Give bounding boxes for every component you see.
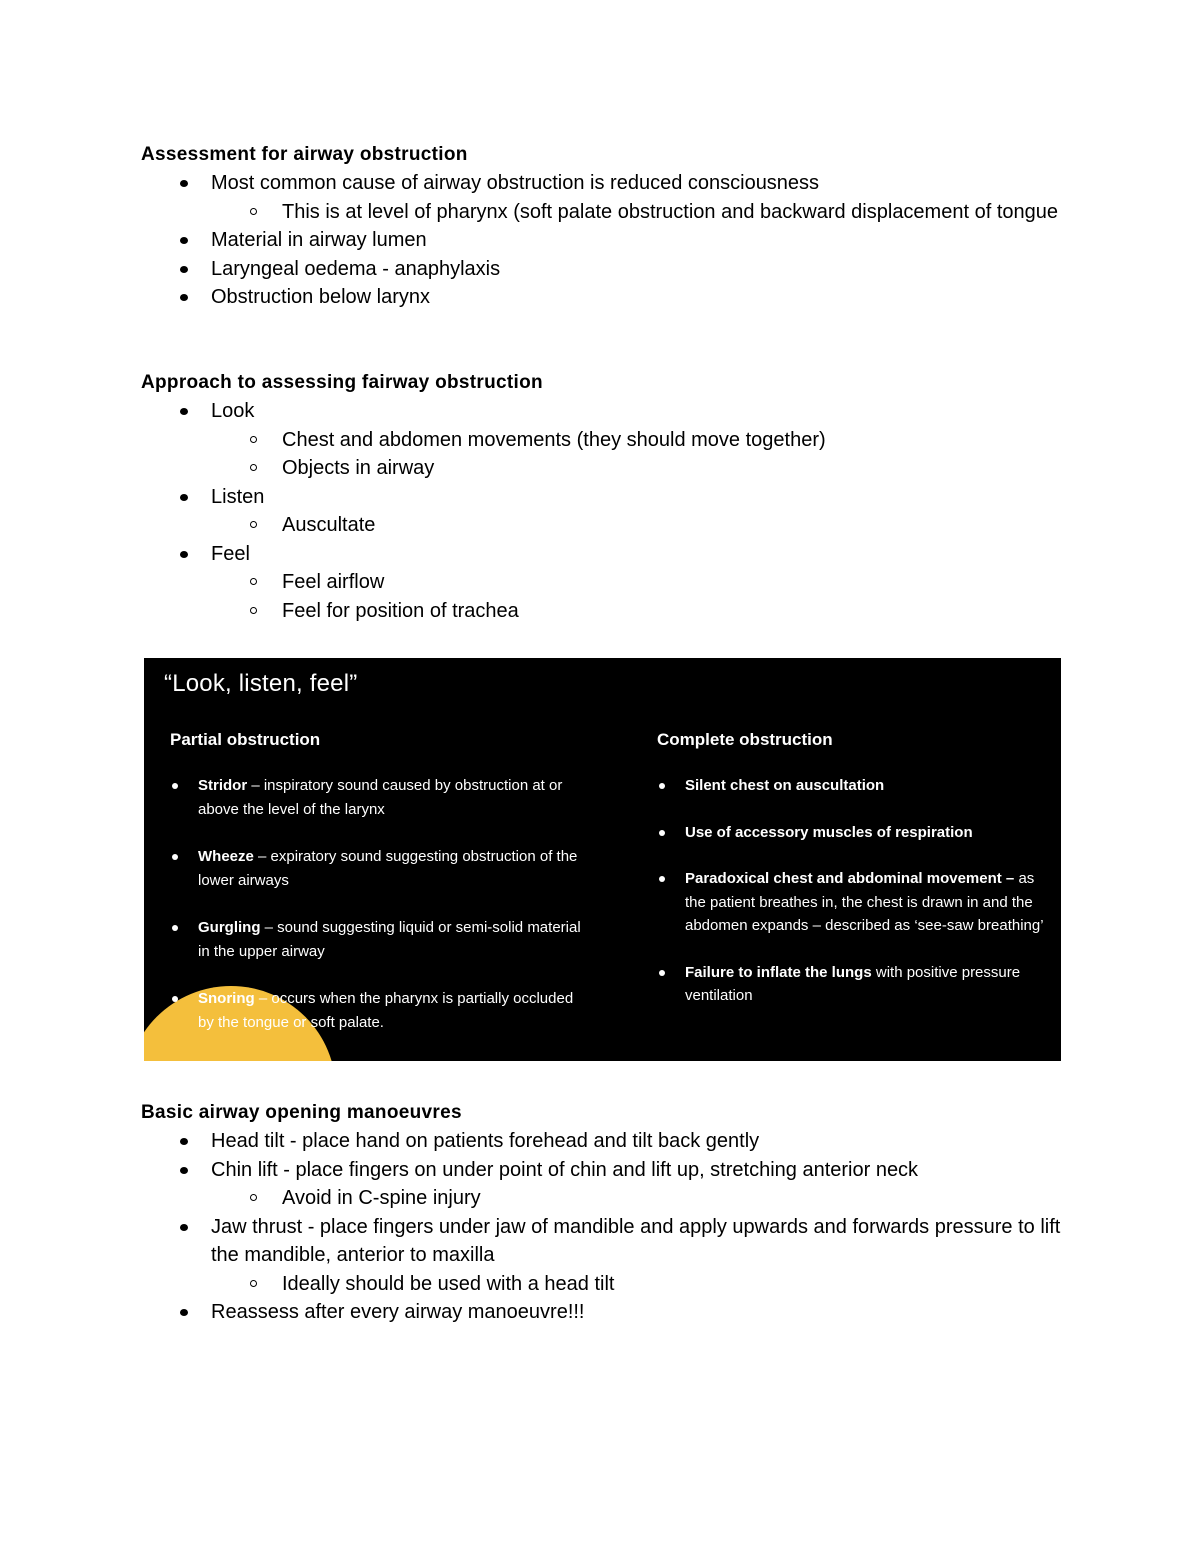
list-item [141,483,1071,512]
list-item-text: Chest and abdomen movements (they should move together) [282,428,826,451]
sub-list-item [141,454,1071,483]
bullet-icon [180,1309,188,1316]
slide-item-term: Stridor [198,777,248,794]
slide-item-term: Gurgling [198,919,261,936]
slide-item-description: – expiratory sound suggesting obstruction of the lower airways [198,848,578,889]
sub-list-item [141,511,1071,540]
bullet-icon [180,494,188,501]
section-heading: Approach to assessing fairway obstruction [141,372,543,393]
bullet-icon [172,996,178,1002]
bullet-icon [180,408,188,415]
hollow-bullet-icon [250,1194,257,1201]
list-item-text: Chin lift - place fingers on under point of chin and lift up, stretching anterior neck [211,1158,919,1181]
section-approach [141,368,1071,625]
slide-item-term: Paradoxical chest and abdominal movement – [685,870,1015,887]
slide-list-item [170,845,590,892]
list-item [141,1213,1071,1270]
sub-list-item [141,597,1071,626]
list-item-text: Feel [211,542,250,565]
slide-title: “Look, listen, feel” [164,670,358,697]
list-item-text: Look [211,400,255,422]
hollow-bullet-icon [250,464,257,471]
list-item [141,169,1071,198]
slide-list [657,774,1057,1008]
list-item [141,1298,1071,1327]
slide-item-term: Snoring [198,990,255,1007]
list-item [141,226,1071,255]
hollow-bullet-icon [250,607,257,614]
bullet-icon [659,876,665,882]
list-item [141,1156,1071,1185]
list-item-text: Avoid in C-spine injury [282,1187,481,1209]
slide-item-term: Use of accessory muscles of respiration [685,823,973,841]
bullet-list [141,397,1071,625]
slide-item-description: – inspiratory sound caused by obstruction at or above the level of the larynx [198,777,563,818]
sub-list-item [141,198,1071,227]
slide-list-item [657,821,1057,845]
list-item-text: Objects in airway [282,457,435,479]
slide-item-term: Silent chest on auscultation [685,777,885,794]
list-item [141,1127,1071,1156]
column-heading: Complete obstruction [657,730,833,749]
slide-item-description: – sound suggesting liquid or semi-solid material in the upper airway [198,919,581,960]
list-item-text: Most common cause of airway obstruction is reduced consciousness [211,172,820,194]
slide-list-item [170,774,590,821]
bullet-icon [659,970,665,976]
bullet-icon [180,294,188,301]
list-item-text: Laryngeal oedema - anaphylaxis [211,257,501,280]
list-item [141,255,1071,284]
column-heading: Partial obstruction [170,730,321,749]
list-item [141,540,1071,569]
sub-list-item [141,426,1071,455]
bullet-icon [180,1138,188,1145]
list-item [141,397,1071,426]
list-item-text: Obstruction below larynx [211,286,430,308]
list-item-text: Head tilt - place hand on patients forehead and tilt back gently [211,1130,760,1152]
list-item-text: Jaw thrust - place fingers under jaw of mandible and apply upwards and forwards pressure to lift the mandible, anterior to maxilla [211,1215,1061,1266]
section-basic-manoeuvres [141,1098,1071,1327]
slide-list [170,774,590,1034]
complete-obstruction-column [657,728,1057,1031]
list-item-text: Material in airway lumen [211,229,427,251]
bullet-icon [172,854,178,860]
hollow-bullet-icon [250,1280,257,1287]
partial-obstruction-column [170,728,590,1058]
bullet-icon [180,1224,188,1231]
slide-list-item [170,987,590,1034]
bullet-icon [180,551,188,558]
hollow-bullet-icon [250,521,257,528]
bullet-list [141,169,1071,312]
slide-list-item [657,774,1057,798]
section-heading: Assessment for airway obstruction [141,144,468,165]
bullet-icon [172,925,178,931]
bullet-icon [659,783,665,789]
hollow-bullet-icon [250,208,257,215]
bullet-icon [180,1167,188,1174]
list-item-text: Feel airflow [282,571,385,593]
bullet-icon [659,830,665,836]
sub-list-item [141,1270,1071,1299]
hollow-bullet-icon [250,436,257,443]
bullet-icon [180,237,188,244]
list-item-text: This is at level of pharynx (soft palate obstruction and backward displacement of tongue [282,200,1058,223]
bullet-icon [180,180,188,187]
slide-list-item [170,916,590,963]
list-item-text: Reassess after every airway manoeuvre!!! [211,1301,585,1323]
bullet-icon [172,783,178,789]
slide-list-item [657,867,1057,938]
section-airway-obstruction [141,140,1071,312]
list-item [141,283,1071,312]
sub-list-item [141,1184,1071,1213]
section-heading: Basic airway opening manoeuvres [141,1102,462,1123]
slide-item-term: Failure to inflate the lungs [685,963,872,981]
slide-list-item [657,961,1057,1008]
hollow-bullet-icon [250,578,257,585]
bullet-list [141,1127,1071,1327]
sub-list-item [141,568,1071,597]
list-item-text: Listen [211,485,265,508]
list-item-text: Feel for position of trachea [282,599,519,622]
list-item-text: Auscultate [282,514,376,536]
slide-item-description: with positive pressure ventilation [685,963,1021,1004]
bullet-icon [180,266,188,273]
slide-image [144,658,1061,1061]
slide-item-description: as the patient breathes in, the chest is drawn in and the abdomen expands – described as ‘see-saw breathing’ [685,870,1044,934]
list-item-text: Ideally should be used with a head tilt [282,1272,615,1295]
slide-item-term: Wheeze [198,848,254,865]
slide-item-description: – occurs when the pharynx is partially occluded by the tongue or soft palate. [198,990,574,1031]
